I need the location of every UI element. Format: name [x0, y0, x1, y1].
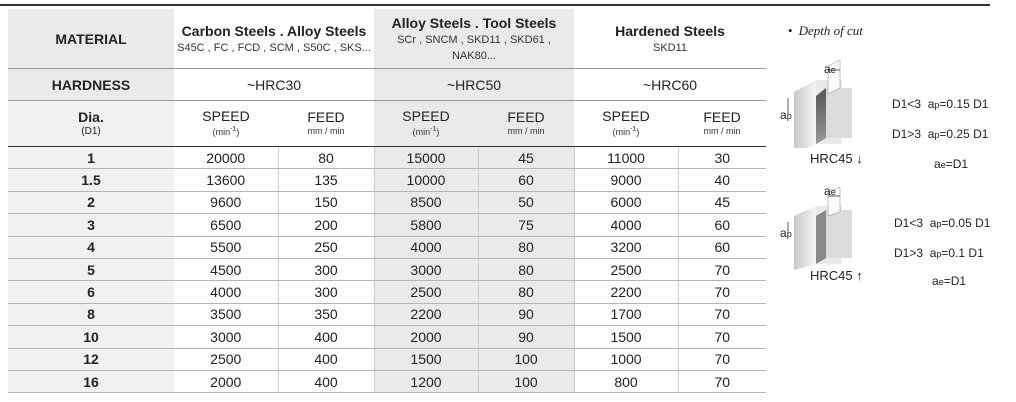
- feed-cell: 400: [278, 326, 374, 348]
- dia-cell: 8: [8, 303, 174, 325]
- feed-cell: 250: [278, 236, 374, 258]
- feed-cell: 90: [478, 326, 574, 348]
- feed-cell: 400: [278, 348, 374, 370]
- speed-cell: 2000: [374, 326, 478, 348]
- speed-unit: $(\min^{-1})$: [612, 126, 640, 137]
- feed-cell: 300: [278, 258, 374, 280]
- ap-rule-large: D1>3 ap=0.1 D1: [894, 246, 984, 260]
- feed-cell: 60: [478, 169, 574, 191]
- ae-symbol: ae: [824, 62, 836, 76]
- feed-header: [478, 101, 574, 147]
- group-alloy-steels: [374, 9, 574, 69]
- dia-cell: 12: [8, 348, 174, 370]
- speed-cell: 1500: [574, 326, 678, 348]
- feed-cell: 80: [478, 236, 574, 258]
- group-title: Alloy Steels . Tool Steels: [391, 14, 557, 31]
- table-row: [8, 191, 766, 213]
- group-title: Hardened Steels: [615, 22, 725, 39]
- speed-cell: 6000: [574, 191, 678, 213]
- feed-cell: 100: [478, 348, 574, 370]
- table-body: [8, 147, 766, 393]
- feed-cell: 70: [678, 281, 766, 303]
- group-title: Carbon Steels . Alloy Steels: [181, 22, 367, 39]
- ap-rule-small: D1<3 ap=0.05 D1: [894, 216, 991, 230]
- speed-cell: 4000: [574, 214, 678, 236]
- arrow-down-icon: ↓: [856, 151, 863, 166]
- group-hardened-steels: [574, 9, 766, 69]
- feed-cell: 350: [278, 303, 374, 325]
- feed-cell: 45: [478, 147, 574, 169]
- dia-cell: 3: [8, 214, 174, 236]
- feed-unit: mm / min: [307, 126, 345, 136]
- material-row: [8, 9, 766, 69]
- speed-cell: 5500: [174, 236, 278, 258]
- speed-cell: 3000: [374, 258, 478, 280]
- feed-header: [278, 101, 374, 147]
- feed-cell: 80: [478, 281, 574, 303]
- table-row: [8, 236, 766, 258]
- feed-unit: mm / min: [703, 126, 741, 136]
- group-materials: S45C , FC , FCD , SCM , S50C , SKS...: [177, 41, 371, 54]
- speed-cell: 4000: [374, 236, 478, 258]
- dia-cell: 1.5: [8, 169, 174, 191]
- feed-cell: 70: [678, 370, 766, 392]
- speed-cell: 1700: [574, 303, 678, 325]
- feed-cell: 60: [678, 236, 766, 258]
- speed-cell: 20000: [174, 147, 278, 169]
- table-row: [8, 370, 766, 392]
- dia-cell: 10: [8, 326, 174, 348]
- speed-header: [374, 101, 478, 147]
- speed-cell: 9000: [574, 169, 678, 191]
- ap-rule-large: D1>3 ap=0.25 D1: [892, 127, 989, 141]
- speed-cell: 2500: [574, 258, 678, 280]
- column-header-row: [8, 101, 766, 147]
- dia-header: [8, 101, 174, 147]
- hardness-value: ~HRC30: [174, 69, 374, 101]
- feed-cell: 300: [278, 281, 374, 303]
- group-materials: SKD11: [652, 41, 688, 54]
- speed-cell: 11000: [574, 147, 678, 169]
- depth-of-cut-title: • Depth of cut: [788, 23, 863, 38]
- cutting-conditions-table: [8, 9, 766, 393]
- speed-cell: 3000: [174, 326, 278, 348]
- speed-cell: 2200: [374, 303, 478, 325]
- speed-cell: 13600: [174, 169, 278, 191]
- speed-cell: 9600: [174, 191, 278, 213]
- speed-cell: 2500: [174, 348, 278, 370]
- speed-unit: $(\min^{-1})$: [412, 126, 440, 137]
- feed-cell: 80: [278, 147, 374, 169]
- ap-symbol: ap: [780, 108, 792, 122]
- table-row: [8, 147, 766, 169]
- speed-cell: 5800: [374, 214, 478, 236]
- table-row: [8, 169, 766, 191]
- dia-cell: 16: [8, 370, 174, 392]
- feed-cell: 200: [278, 214, 374, 236]
- hrc45-up-label: HRC45 ↑: [810, 268, 863, 283]
- table-row: [8, 303, 766, 325]
- feed-cell: 135: [278, 169, 374, 191]
- feed-label: FEED: [307, 109, 345, 125]
- feed-cell: 70: [678, 348, 766, 370]
- feed-cell: 90: [478, 303, 574, 325]
- dia-cell: 1: [8, 147, 174, 169]
- speed-cell: 10000: [374, 169, 478, 191]
- feed-cell: 75: [478, 214, 574, 236]
- feed-cell: 45: [678, 191, 766, 213]
- feed-unit: mm / min: [507, 126, 545, 136]
- ae-rule: ae=D1: [932, 274, 967, 288]
- dia-cell: 4: [8, 236, 174, 258]
- feed-cell: 60: [678, 214, 766, 236]
- speed-cell: 4000: [174, 281, 278, 303]
- ap-symbol: ap: [780, 226, 792, 240]
- feed-cell: 100: [478, 370, 574, 392]
- feed-cell: 70: [678, 326, 766, 348]
- ae-rule: ae=D1: [934, 157, 969, 171]
- table-row: [8, 258, 766, 280]
- speed-cell: 3200: [574, 236, 678, 258]
- table-row: [8, 214, 766, 236]
- group-carbon-steels: [174, 9, 374, 69]
- speed-cell: 3500: [174, 303, 278, 325]
- dia-cell: 2: [8, 191, 174, 213]
- feed-header: [678, 101, 766, 147]
- material-label: MATERIAL: [8, 9, 174, 69]
- hardness-value: ~HRC50: [374, 69, 574, 101]
- speed-label: SPEED: [602, 108, 650, 124]
- feed-cell: 400: [278, 370, 374, 392]
- speed-label: SPEED: [202, 108, 250, 124]
- speed-cell: 2200: [574, 281, 678, 303]
- dia-cell: 6: [8, 281, 174, 303]
- group-materials: SCr , SNCM , SKD11 , SKD61 , NAK80...: [397, 33, 551, 62]
- speed-cell: 6500: [174, 214, 278, 236]
- hardness-label: HARDNESS: [8, 69, 174, 101]
- feed-cell: 70: [678, 303, 766, 325]
- dia-label: Dia.: [78, 108, 104, 125]
- table-row: [8, 348, 766, 370]
- table-row: [8, 281, 766, 303]
- speed-cell: 4500: [174, 258, 278, 280]
- speed-header: [174, 101, 278, 147]
- ae-symbol: ae: [824, 184, 836, 198]
- feed-label: FEED: [507, 109, 545, 125]
- speed-cell: 15000: [374, 147, 478, 169]
- arrow-up-icon: ↑: [856, 268, 863, 283]
- depth-of-cut-diagram-hrc45-up: [780, 186, 870, 270]
- speed-header: [574, 101, 678, 147]
- speed-cell: 2500: [374, 281, 478, 303]
- feed-cell: 30: [678, 147, 766, 169]
- feed-cell: 40: [678, 169, 766, 191]
- hardness-value: ~HRC60: [574, 69, 766, 101]
- feed-cell: 70: [678, 258, 766, 280]
- feed-label: FEED: [703, 109, 741, 125]
- hrc45-down-label: HRC45 ↓: [810, 151, 863, 166]
- speed-cell: 1500: [374, 348, 478, 370]
- feed-cell: 50: [478, 191, 574, 213]
- dia-sub: (D1): [81, 125, 101, 137]
- speed-unit: $(\min^{-1})$: [212, 126, 240, 137]
- speed-cell: 800: [574, 370, 678, 392]
- speed-cell: 8500: [374, 191, 478, 213]
- hardness-row: [8, 69, 766, 101]
- speed-label: SPEED: [402, 108, 450, 124]
- dia-cell: 5: [8, 258, 174, 280]
- feed-cell: 80: [478, 258, 574, 280]
- speed-cell: 2000: [174, 370, 278, 392]
- speed-cell: 1000: [574, 348, 678, 370]
- table-row: [8, 326, 766, 348]
- depth-of-cut-panel: [780, 0, 1016, 402]
- speed-cell: 1200: [374, 370, 478, 392]
- feed-cell: 150: [278, 191, 374, 213]
- ap-rule-small: D1<3 ap=0.15 D1: [892, 97, 989, 111]
